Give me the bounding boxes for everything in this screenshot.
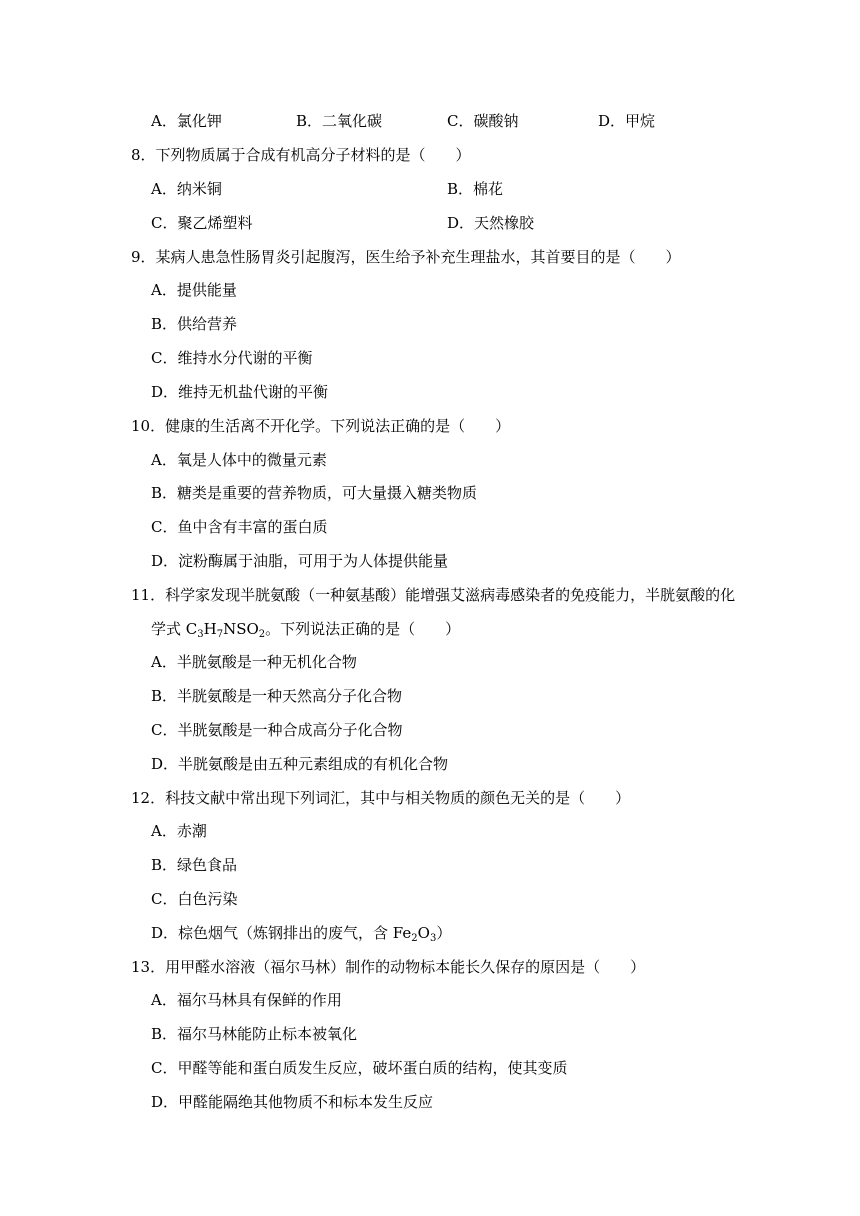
q9-option-a: A．提供能量 [151, 281, 237, 299]
q12-stem: 12．科技文献中常出现下列词汇，其中与相关物质的颜色无关的是（ ） [131, 789, 631, 807]
q11-stem-line1: 11．科学家发现半胱氨酸（一种氨基酸）能增强艾滋病毒感染者的免疫能力，半胱氨酸的化 [131, 586, 736, 604]
q7-option-d: D．甲烷 [598, 112, 656, 130]
q13-option-a: A．福尔马林具有保鲜的作用 [151, 991, 342, 1009]
q13-option-d: D．甲醛能隔绝其他物质不和标本发生反应 [151, 1093, 434, 1111]
q7-option-c: C．碳酸钠 [447, 112, 519, 130]
q8-option-a: A．纳米铜 [151, 180, 222, 198]
q11-option-d: D．半胱氨酸是由五种元素组成的有机化合物 [151, 755, 449, 773]
q8-option-c: C．聚乙烯塑料 [151, 214, 253, 232]
q9-option-d: D．维持无机盐代谢的平衡 [151, 383, 329, 401]
q9-option-c: C．维持水分代谢的平衡 [151, 349, 313, 367]
q7-options [151, 111, 711, 131]
q9-stem: 9．某病人患急性肠胃炎引起腹泻，医生给予补充生理盐水，其首要目的是（ ） [131, 248, 681, 266]
q12-option-c: C．白色污染 [151, 890, 238, 908]
q10-option-b: B．糖类是重要的营养物质，可大量摄入糖类物质 [151, 484, 478, 502]
q11-stem-line2: 学式 $C_3H_7NSO_2$。下列说法正确的是（ ） [151, 620, 461, 640]
q13-option-c: C．甲醛等能和蛋白质发生反应，破坏蛋白质的结构，使其变质 [151, 1059, 568, 1077]
q11-option-b: B．半胱氨酸是一种天然高分子化合物 [151, 687, 403, 705]
q13-option-b: B．福尔马林能防止标本被氧化 [151, 1025, 358, 1043]
q12-option-d: D．棕色烟气（炼钢排出的废气，含 $Fe_2O_3$） [151, 924, 452, 944]
q9-option-b: B．供给营养 [151, 315, 238, 333]
q10-option-d: D．淀粉酶属于油脂，可用于为人体提供能量 [151, 552, 449, 570]
q12-option-a: A．赤潮 [151, 822, 207, 840]
q11-option-a: A．半胱氨酸是一种无机化合物 [151, 653, 357, 671]
q12-option-b: B．绿色食品 [151, 856, 238, 874]
q7-option-b: B．二氧化碳 [296, 112, 383, 130]
q10-stem: 10．健康的生活离不开化学。下列说法正确的是（ ） [131, 417, 511, 435]
q8-option-d: D．天然橡胶 [447, 214, 535, 232]
q13-stem: 13．用甲醛水溶液（福尔马林）制作的动物标本能长久保存的原因是（ ） [131, 958, 646, 976]
q8-option-b: B．棉花 [447, 180, 504, 198]
q7-option-a: A．氯化钾 [151, 112, 222, 130]
q10-option-a: A．氧是人体中的微量元素 [151, 451, 327, 469]
q8-stem: 8．下列物质属于合成有机高分子材料的是（ ） [131, 146, 471, 164]
q11-option-c: C．半胱氨酸是一种合成高分子化合物 [151, 721, 403, 739]
q10-option-c: C．鱼中含有丰富的蛋白质 [151, 518, 328, 536]
